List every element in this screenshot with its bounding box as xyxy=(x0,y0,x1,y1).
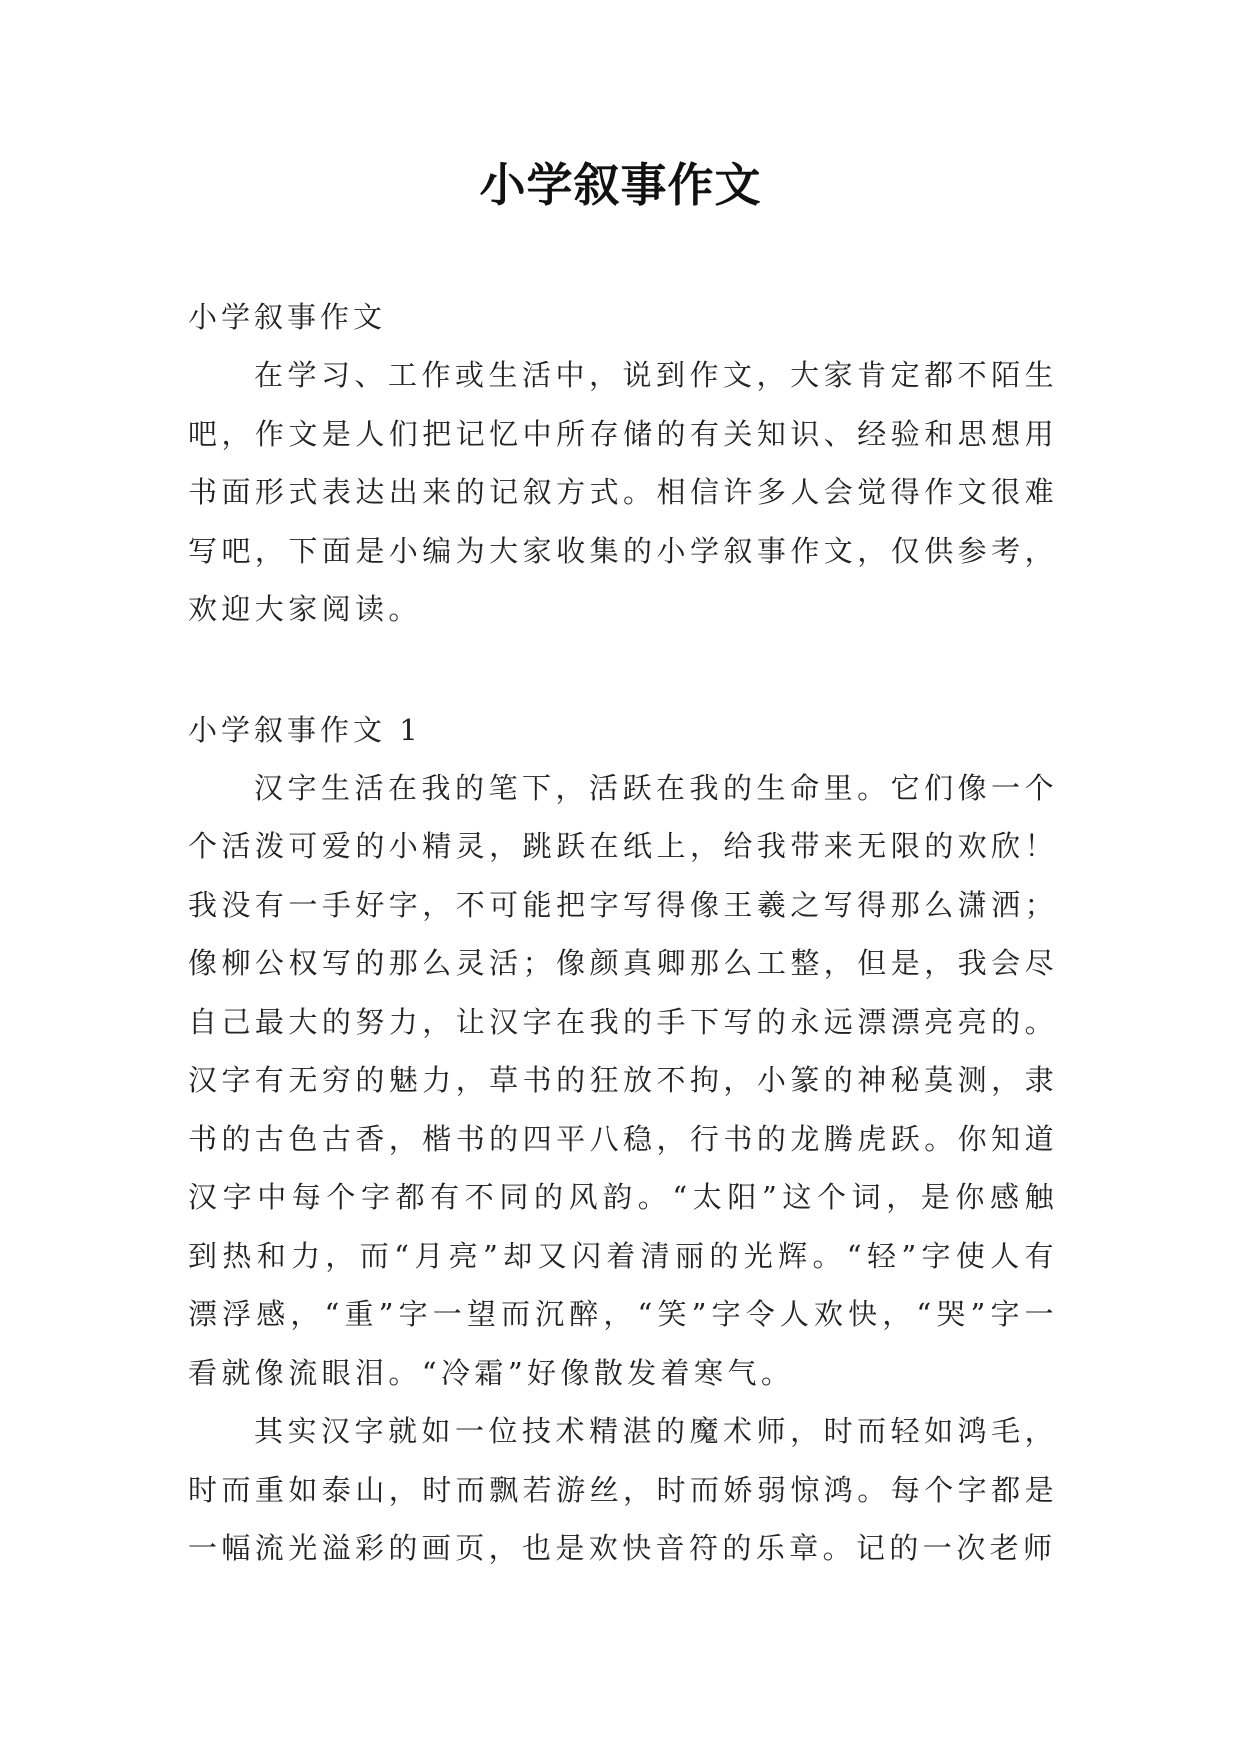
section-spacer xyxy=(188,639,1058,701)
intro-heading: 小学叙事作文 xyxy=(188,300,387,334)
document-body xyxy=(188,288,1058,1578)
intro-paragraph: 在学习、工作或生活中，说到作文，大家肯定都不陌生吧，作文是人们把记忆中所存储的有关知识、经验和思想用书面形式表达出来的记叙方式。相信许多人会觉得作文很难写吧，下面是小编为大家收集的小学叙事作文，仅供参考，欢迎大家阅读。 xyxy=(188,358,1058,626)
document-title: 小学叙事作文 xyxy=(479,158,762,212)
section-1-paragraph-2: 其实汉字就如一位技术精湛的魔术师，时而轻如鸿毛，时而重如泰山，时而飘若游丝，时而娇弱惊鸿。每个字都是一幅流光溢彩的画页，也是欢快音符的乐章。记的一次老师 xyxy=(188,1414,1058,1565)
section-1-heading: 小学叙事作文 1 xyxy=(188,712,422,747)
section-1-paragraph-1: 汉字生活在我的笔下，活跃在我的生命里。它们像一个个活泼可爱的小精灵，跳跃在纸上，给我带来无限的欢欣！我没有一手好字，不可能把字写得像王羲之写得那么潇洒；像柳公权写的那么灵活；像颜真卿那么工整，但是，我会尽自己最大的努力，让汉字在我的手下写的永远漂漂亮亮的。汉字有无穷的魅力，草书的狂放不拘，小篆的神秘莫测，隶书的古色古香，楷书的四平八稳，行书的龙腾虎跃。你知道汉字中每个字都有不同的风韵。“太阳”这个词，是你感触到热和力，而“月亮”却又闪着清丽的光辉。“轻”字使人有漂浮感，“重”字一望而沉醉，“笑”字令人欢快，“哭”字一看就像流眼泪。“冷霜”好像散发着寒气。 xyxy=(188,770,1058,1390)
